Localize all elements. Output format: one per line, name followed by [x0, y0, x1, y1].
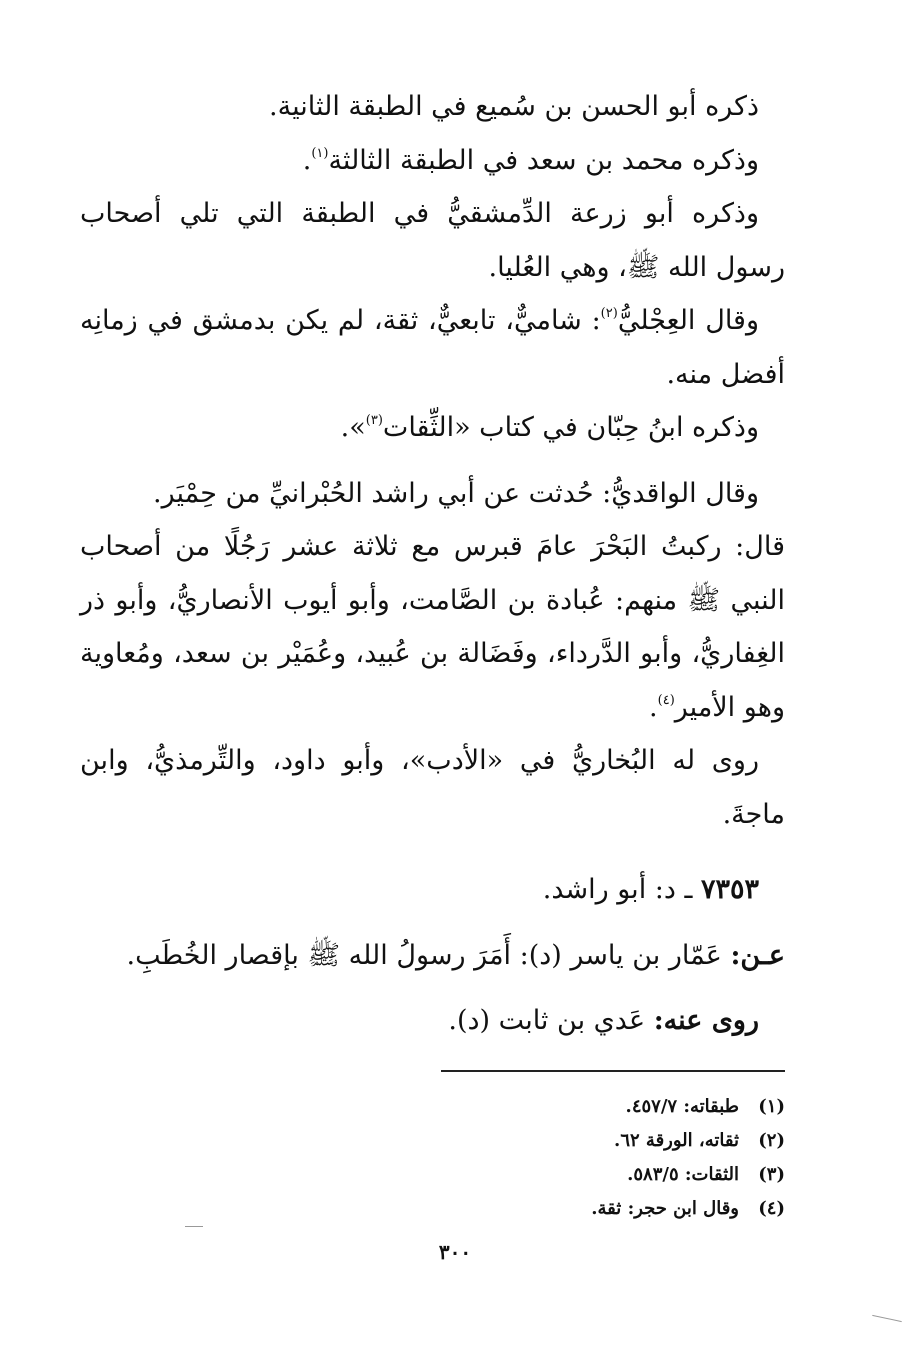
- paragraph-qubrus: [80, 520, 785, 734]
- page-number: ٣٠٠: [438, 1240, 472, 1264]
- narration-text: عَمّار بن ياسر (د): أَمَرَ رسولُ الله ﷺ بإقصار الخُطَبِ.: [126, 939, 731, 971]
- paragraph-text: ».: [340, 412, 366, 443]
- footnote-ref: (١): [311, 145, 329, 161]
- footnote-ref: (٤): [657, 692, 675, 708]
- footnote-text: وقال ابن حجر: ثقة.: [591, 1198, 739, 1219]
- scan-mark: [185, 1226, 203, 1227]
- footnote-item: [335, 1158, 785, 1192]
- footnote-number: (٣): [758, 1164, 785, 1185]
- footnote-item: [335, 1124, 785, 1158]
- entry-number: ٧٣٥٣: [700, 874, 759, 905]
- entry-title: ـ د: أبو راشد.: [542, 874, 701, 905]
- footnote-item: [335, 1192, 785, 1226]
- paragraph-text: قال: ركبتُ البَحْرَ عامَ قبرس مع ثلاثة عشر رَجُلًا من أصحاب النبي ﷺ منهم: عُبادة بن الصَّامت، وأبو أيوب الأنصاريُّ، وأبو ذر الغِفاريُّ، وأبو الدَّرداء، وفَضَالة بن عُبيد، وعُمَيْر بن سعد، ومُعاوية وهو الأمير: [80, 531, 785, 723]
- narrators-text: عَدي بن ثابت (د).: [448, 1005, 654, 1036]
- footnote-ref: (٣): [365, 413, 383, 428]
- paragraph-ijli: [80, 294, 785, 401]
- paragraph-text: وذكره محمد بن سعد في الطبقة الثالثة: [328, 144, 759, 176]
- footnote-divider: [441, 1070, 785, 1072]
- footnote-item: [335, 1090, 785, 1124]
- entry-narrators: [80, 994, 785, 1048]
- paragraph-abu-zura: [80, 187, 785, 294]
- main-text: [80, 80, 785, 1048]
- paragraph-text: .: [302, 144, 312, 176]
- footnote-text: الثقات: ٥٨٣/٥.: [627, 1164, 739, 1185]
- footnote-text: ثقاته، الورقة ٦٢.: [614, 1130, 739, 1151]
- footnote-number: (٤): [758, 1198, 785, 1219]
- paragraph-text: .: [649, 691, 658, 723]
- paragraph-text: وقال الواقديُّ: حُدثت عن أبي راشد الحُبْرانيِّ من حِمْيَر.: [152, 477, 759, 509]
- narration-label: عـن:: [730, 939, 785, 971]
- paragraph-ibn-sumai: [80, 80, 785, 134]
- footnote-number: (١): [758, 1096, 785, 1117]
- paragraph-text: وقال العِجْليُّ: [617, 305, 759, 336]
- entry-narration: [80, 929, 785, 983]
- paragraph-ibn-saad: [80, 134, 785, 188]
- paragraph-text: وذكره ابنُ حِبّان في كتاب «الثِّقات: [382, 412, 759, 443]
- entry-heading: [80, 863, 785, 917]
- paragraph-waqidi: [80, 467, 785, 521]
- scan-mark: [872, 1315, 902, 1322]
- footnote-number: (٢): [758, 1130, 785, 1151]
- footnote-text: طبقاته: ٤٥٧/٧.: [625, 1096, 739, 1117]
- footnote-ref: (٢): [600, 306, 618, 321]
- paragraph-text: ذكره أبو الحسن بن سُميع في الطبقة الثانية.: [269, 91, 759, 122]
- paragraph-text: وذكره أبو زرعة الدِّمشقيُّ في الطبقة التي تلي أصحاب رسول الله ﷺ، وهي العُليا.: [80, 198, 785, 283]
- footnotes: [335, 1090, 785, 1226]
- paragraph-ibn-hibban: [80, 401, 785, 455]
- narrators-label: روى عنه:: [653, 1005, 759, 1036]
- paragraph-text: روى له البُخاريُّ في «الأدب»، وأبو داود، والتِّرمذيُّ، وابن ماجةَ.: [80, 745, 785, 830]
- paragraph-text: : شاميٌّ، تابعيٌّ، ثقة، لم يكن بدمشق في زمانِه أفضل منه.: [80, 305, 785, 390]
- paragraph-riwaya: [80, 734, 785, 841]
